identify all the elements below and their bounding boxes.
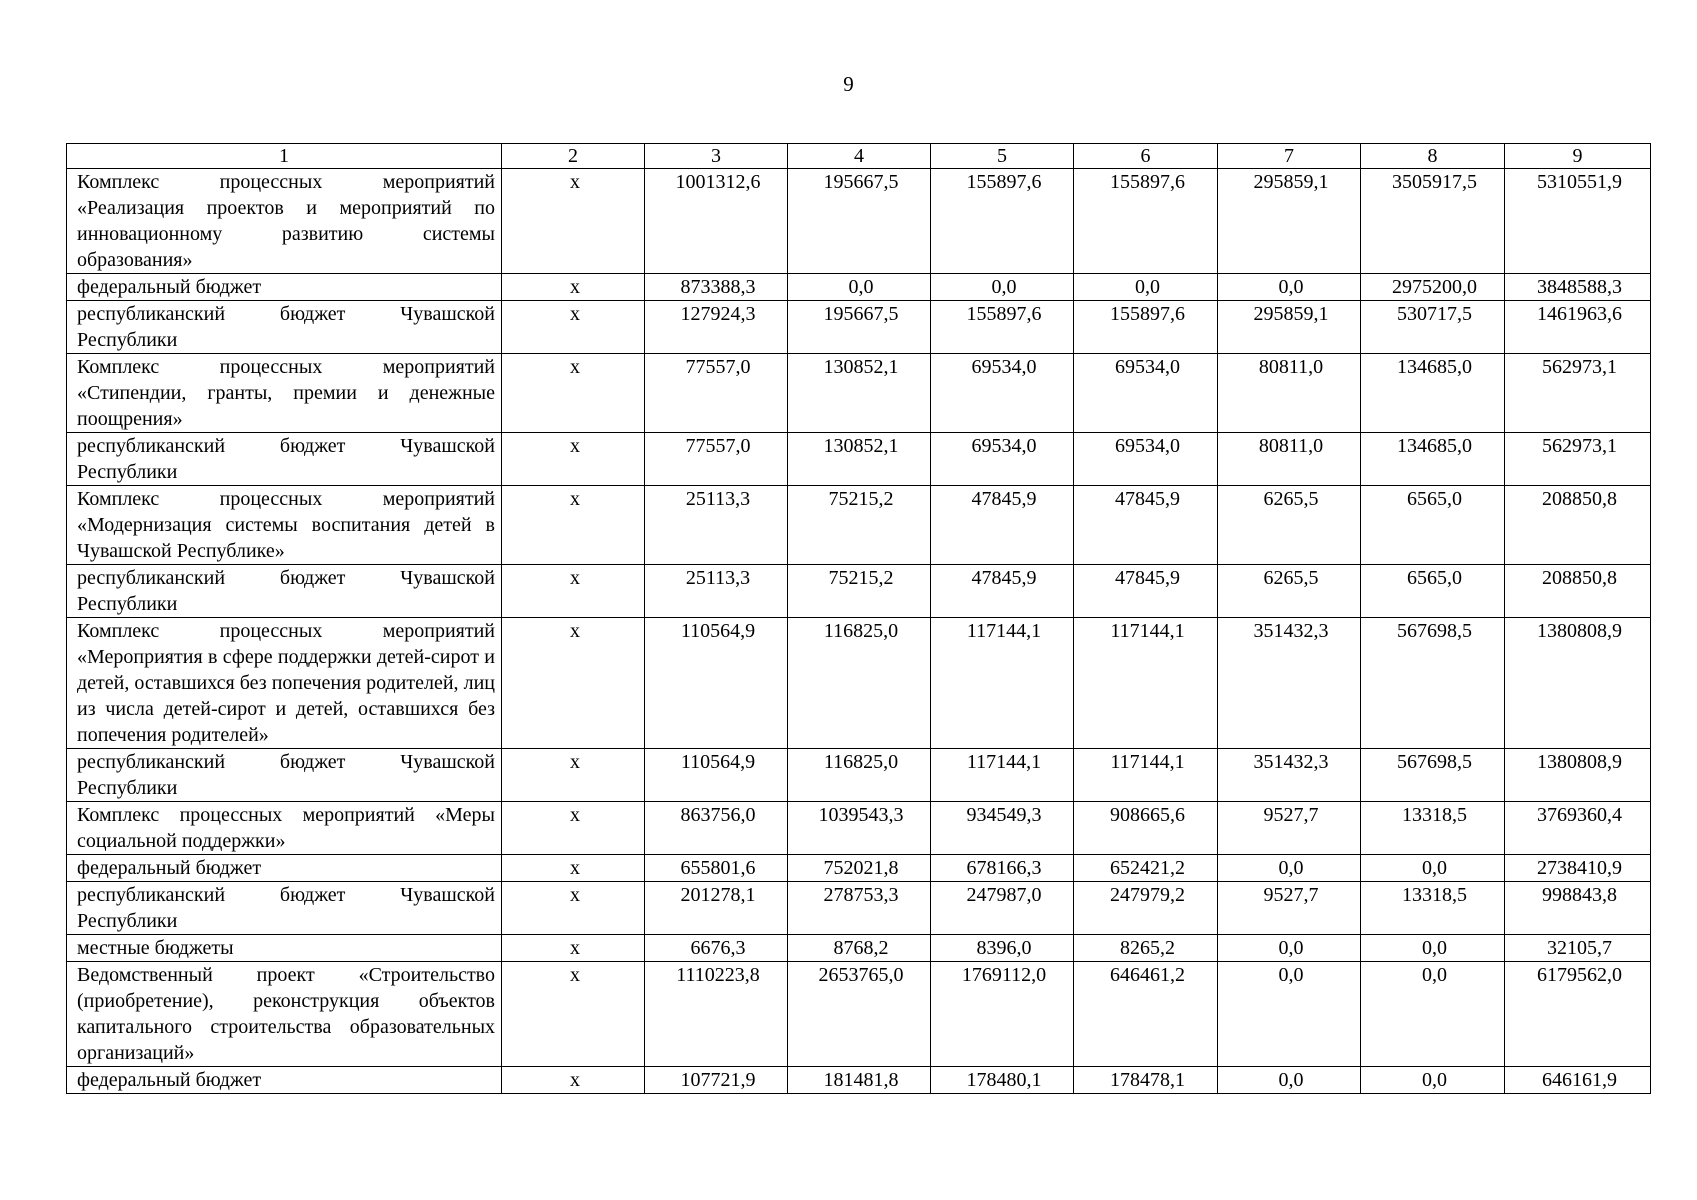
value-cell-col-4: 1039543,3 (788, 802, 931, 855)
table-header-row (67, 144, 1651, 169)
value-cell-col-5: 117144,1 (931, 618, 1074, 749)
column-header-4: 4 (788, 144, 931, 169)
value-cell-col-6: 69534,0 (1074, 354, 1218, 433)
value-cell-col-6: 47845,9 (1074, 486, 1218, 565)
value-cell-col-3: 201278,1 (645, 882, 788, 935)
value-cell-col-5: 117144,1 (931, 749, 1074, 802)
table-row (67, 855, 1651, 882)
row-name-cell: местные бюджеты (67, 935, 502, 962)
column-header-2: 2 (502, 144, 645, 169)
value-cell-col-8: 3505917,5 (1361, 169, 1505, 274)
row-name-cell: республиканский бюджет Чувашской Республики (67, 301, 502, 354)
value-cell-col-7: 0,0 (1218, 274, 1361, 301)
value-cell-col-4: 2653765,0 (788, 962, 931, 1067)
value-cell-col-5: 47845,9 (931, 565, 1074, 618)
value-cell-col-8: 0,0 (1361, 1067, 1505, 1094)
table-row (67, 962, 1651, 1067)
value-cell-col-4: 752021,8 (788, 855, 931, 882)
value-cell-col-9: 2738410,9 (1505, 855, 1651, 882)
value-cell-col-9: 5310551,9 (1505, 169, 1651, 274)
value-cell-col-3: 25113,3 (645, 486, 788, 565)
row-code-cell: х (502, 486, 645, 565)
value-cell-col-7: 9527,7 (1218, 882, 1361, 935)
value-cell-col-9: 562973,1 (1505, 354, 1651, 433)
value-cell-col-5: 178480,1 (931, 1067, 1074, 1094)
value-cell-col-8: 6565,0 (1361, 486, 1505, 565)
row-code-cell: х (502, 962, 645, 1067)
value-cell-col-7: 295859,1 (1218, 169, 1361, 274)
row-code-cell: х (502, 749, 645, 802)
value-cell-col-4: 0,0 (788, 274, 931, 301)
value-cell-col-6: 47845,9 (1074, 565, 1218, 618)
value-cell-col-8: 530717,5 (1361, 301, 1505, 354)
column-header-9: 9 (1505, 144, 1651, 169)
value-cell-col-3: 110564,9 (645, 749, 788, 802)
value-cell-col-7: 0,0 (1218, 855, 1361, 882)
row-code-cell: х (502, 618, 645, 749)
value-cell-col-6: 646461,2 (1074, 962, 1218, 1067)
row-code-cell: х (502, 855, 645, 882)
table-row (67, 802, 1651, 855)
value-cell-col-8: 0,0 (1361, 855, 1505, 882)
row-name-cell: Комплекс процессных мероприятий «Мероприятия в сфере поддержки детей-сирот и детей, оставшихся без попечения родителей, лиц из числа детей-сирот и детей, оставшихся без попечения родителей» (67, 618, 502, 749)
value-cell-col-5: 1769112,0 (931, 962, 1074, 1067)
table-row (67, 882, 1651, 935)
value-cell-col-5: 155897,6 (931, 301, 1074, 354)
value-cell-col-8: 567698,5 (1361, 618, 1505, 749)
table-row (67, 1067, 1651, 1094)
row-name-cell: Комплекс процессных мероприятий «Модернизация системы воспитания детей в Чувашской Республике» (67, 486, 502, 565)
budget-table (66, 143, 1651, 1094)
value-cell-col-3: 873388,3 (645, 274, 788, 301)
value-cell-col-3: 77557,0 (645, 354, 788, 433)
value-cell-col-5: 155897,6 (931, 169, 1074, 274)
value-cell-col-4: 116825,0 (788, 749, 931, 802)
value-cell-col-3: 77557,0 (645, 433, 788, 486)
value-cell-col-3: 1110223,8 (645, 962, 788, 1067)
value-cell-col-4: 181481,8 (788, 1067, 931, 1094)
value-cell-col-6: 247979,2 (1074, 882, 1218, 935)
value-cell-col-7: 6265,5 (1218, 486, 1361, 565)
row-code-cell: х (502, 935, 645, 962)
value-cell-col-7: 0,0 (1218, 1067, 1361, 1094)
value-cell-col-6: 117144,1 (1074, 749, 1218, 802)
value-cell-col-4: 195667,5 (788, 301, 931, 354)
value-cell-col-3: 6676,3 (645, 935, 788, 962)
value-cell-col-9: 3848588,3 (1505, 274, 1651, 301)
value-cell-col-3: 110564,9 (645, 618, 788, 749)
value-cell-col-3: 127924,3 (645, 301, 788, 354)
row-name-cell: федеральный бюджет (67, 274, 502, 301)
value-cell-col-9: 6179562,0 (1505, 962, 1651, 1067)
value-cell-col-5: 247987,0 (931, 882, 1074, 935)
value-cell-col-3: 655801,6 (645, 855, 788, 882)
column-header-6: 6 (1074, 144, 1218, 169)
table-row (67, 354, 1651, 433)
value-cell-col-3: 1001312,6 (645, 169, 788, 274)
table-row (67, 935, 1651, 962)
value-cell-col-8: 13318,5 (1361, 882, 1505, 935)
value-cell-col-7: 9527,7 (1218, 802, 1361, 855)
value-cell-col-9: 1380808,9 (1505, 749, 1651, 802)
value-cell-col-9: 32105,7 (1505, 935, 1651, 962)
value-cell-col-5: 69534,0 (931, 433, 1074, 486)
row-code-cell: х (502, 882, 645, 935)
column-header-5: 5 (931, 144, 1074, 169)
table-row (67, 274, 1651, 301)
value-cell-col-8: 13318,5 (1361, 802, 1505, 855)
value-cell-col-8: 0,0 (1361, 935, 1505, 962)
value-cell-col-9: 1461963,6 (1505, 301, 1651, 354)
row-code-cell: х (502, 1067, 645, 1094)
value-cell-col-8: 134685,0 (1361, 433, 1505, 486)
value-cell-col-9: 208850,8 (1505, 565, 1651, 618)
value-cell-col-9: 998843,8 (1505, 882, 1651, 935)
value-cell-col-8: 567698,5 (1361, 749, 1505, 802)
row-code-cell: х (502, 433, 645, 486)
value-cell-col-4: 278753,3 (788, 882, 931, 935)
table-row (67, 618, 1651, 749)
value-cell-col-5: 69534,0 (931, 354, 1074, 433)
row-name-cell: республиканский бюджет Чувашской Республики (67, 565, 502, 618)
table-row (67, 749, 1651, 802)
value-cell-col-7: 6265,5 (1218, 565, 1361, 618)
value-cell-col-8: 6565,0 (1361, 565, 1505, 618)
value-cell-col-7: 80811,0 (1218, 354, 1361, 433)
value-cell-col-3: 107721,9 (645, 1067, 788, 1094)
value-cell-col-5: 0,0 (931, 274, 1074, 301)
value-cell-col-7: 0,0 (1218, 935, 1361, 962)
column-header-8: 8 (1361, 144, 1505, 169)
column-header-7: 7 (1218, 144, 1361, 169)
row-name-cell: республиканский бюджет Чувашской Республики (67, 433, 502, 486)
row-name-cell: Комплекс процессных мероприятий «Стипендии, гранты, премии и денежные поощрения» (67, 354, 502, 433)
value-cell-col-8: 134685,0 (1361, 354, 1505, 433)
value-cell-col-4: 116825,0 (788, 618, 931, 749)
table-row (67, 169, 1651, 274)
value-cell-col-7: 0,0 (1218, 962, 1361, 1067)
value-cell-col-7: 295859,1 (1218, 301, 1361, 354)
row-name-cell: республиканский бюджет Чувашской Республики (67, 882, 502, 935)
value-cell-col-6: 155897,6 (1074, 301, 1218, 354)
column-header-1: 1 (67, 144, 502, 169)
table-row (67, 301, 1651, 354)
row-code-cell: х (502, 354, 645, 433)
row-code-cell: х (502, 169, 645, 274)
value-cell-col-8: 2975200,0 (1361, 274, 1505, 301)
value-cell-col-6: 8265,2 (1074, 935, 1218, 962)
value-cell-col-9: 646161,9 (1505, 1067, 1651, 1094)
value-cell-col-4: 130852,1 (788, 354, 931, 433)
value-cell-col-4: 195667,5 (788, 169, 931, 274)
value-cell-col-4: 75215,2 (788, 486, 931, 565)
value-cell-col-6: 69534,0 (1074, 433, 1218, 486)
row-name-cell: республиканский бюджет Чувашской Республики (67, 749, 502, 802)
row-code-cell: х (502, 301, 645, 354)
value-cell-col-4: 8768,2 (788, 935, 931, 962)
value-cell-col-6: 0,0 (1074, 274, 1218, 301)
value-cell-col-4: 75215,2 (788, 565, 931, 618)
row-name-cell: федеральный бюджет (67, 1067, 502, 1094)
value-cell-col-9: 208850,8 (1505, 486, 1651, 565)
value-cell-col-5: 47845,9 (931, 486, 1074, 565)
value-cell-col-3: 863756,0 (645, 802, 788, 855)
value-cell-col-9: 562973,1 (1505, 433, 1651, 486)
row-code-cell: х (502, 802, 645, 855)
value-cell-col-7: 351432,3 (1218, 618, 1361, 749)
value-cell-col-9: 1380808,9 (1505, 618, 1651, 749)
value-cell-col-7: 80811,0 (1218, 433, 1361, 486)
value-cell-col-5: 934549,3 (931, 802, 1074, 855)
value-cell-col-3: 25113,3 (645, 565, 788, 618)
value-cell-col-5: 678166,3 (931, 855, 1074, 882)
value-cell-col-6: 155897,6 (1074, 169, 1218, 274)
column-header-3: 3 (645, 144, 788, 169)
value-cell-col-9: 3769360,4 (1505, 802, 1651, 855)
value-cell-col-8: 0,0 (1361, 962, 1505, 1067)
table-row (67, 565, 1651, 618)
value-cell-col-7: 351432,3 (1218, 749, 1361, 802)
table-row (67, 433, 1651, 486)
value-cell-col-5: 8396,0 (931, 935, 1074, 962)
page-number: 9 (843, 72, 854, 96)
value-cell-col-6: 908665,6 (1074, 802, 1218, 855)
value-cell-col-4: 130852,1 (788, 433, 931, 486)
table-row (67, 486, 1651, 565)
row-name-cell: Комплекс процессных мероприятий «Меры социальной поддержки» (67, 802, 502, 855)
row-code-cell: х (502, 274, 645, 301)
row-name-cell: Комплекс процессных мероприятий «Реализация проектов и мероприятий по инновационному развитию системы образования» (67, 169, 502, 274)
value-cell-col-6: 117144,1 (1074, 618, 1218, 749)
value-cell-col-6: 652421,2 (1074, 855, 1218, 882)
row-name-cell: федеральный бюджет (67, 855, 502, 882)
value-cell-col-6: 178478,1 (1074, 1067, 1218, 1094)
row-code-cell: х (502, 565, 645, 618)
row-name-cell: Ведомственный проект «Строительство (приобретение), реконструкция объектов капитального строительства образовательных организаций» (67, 962, 502, 1067)
